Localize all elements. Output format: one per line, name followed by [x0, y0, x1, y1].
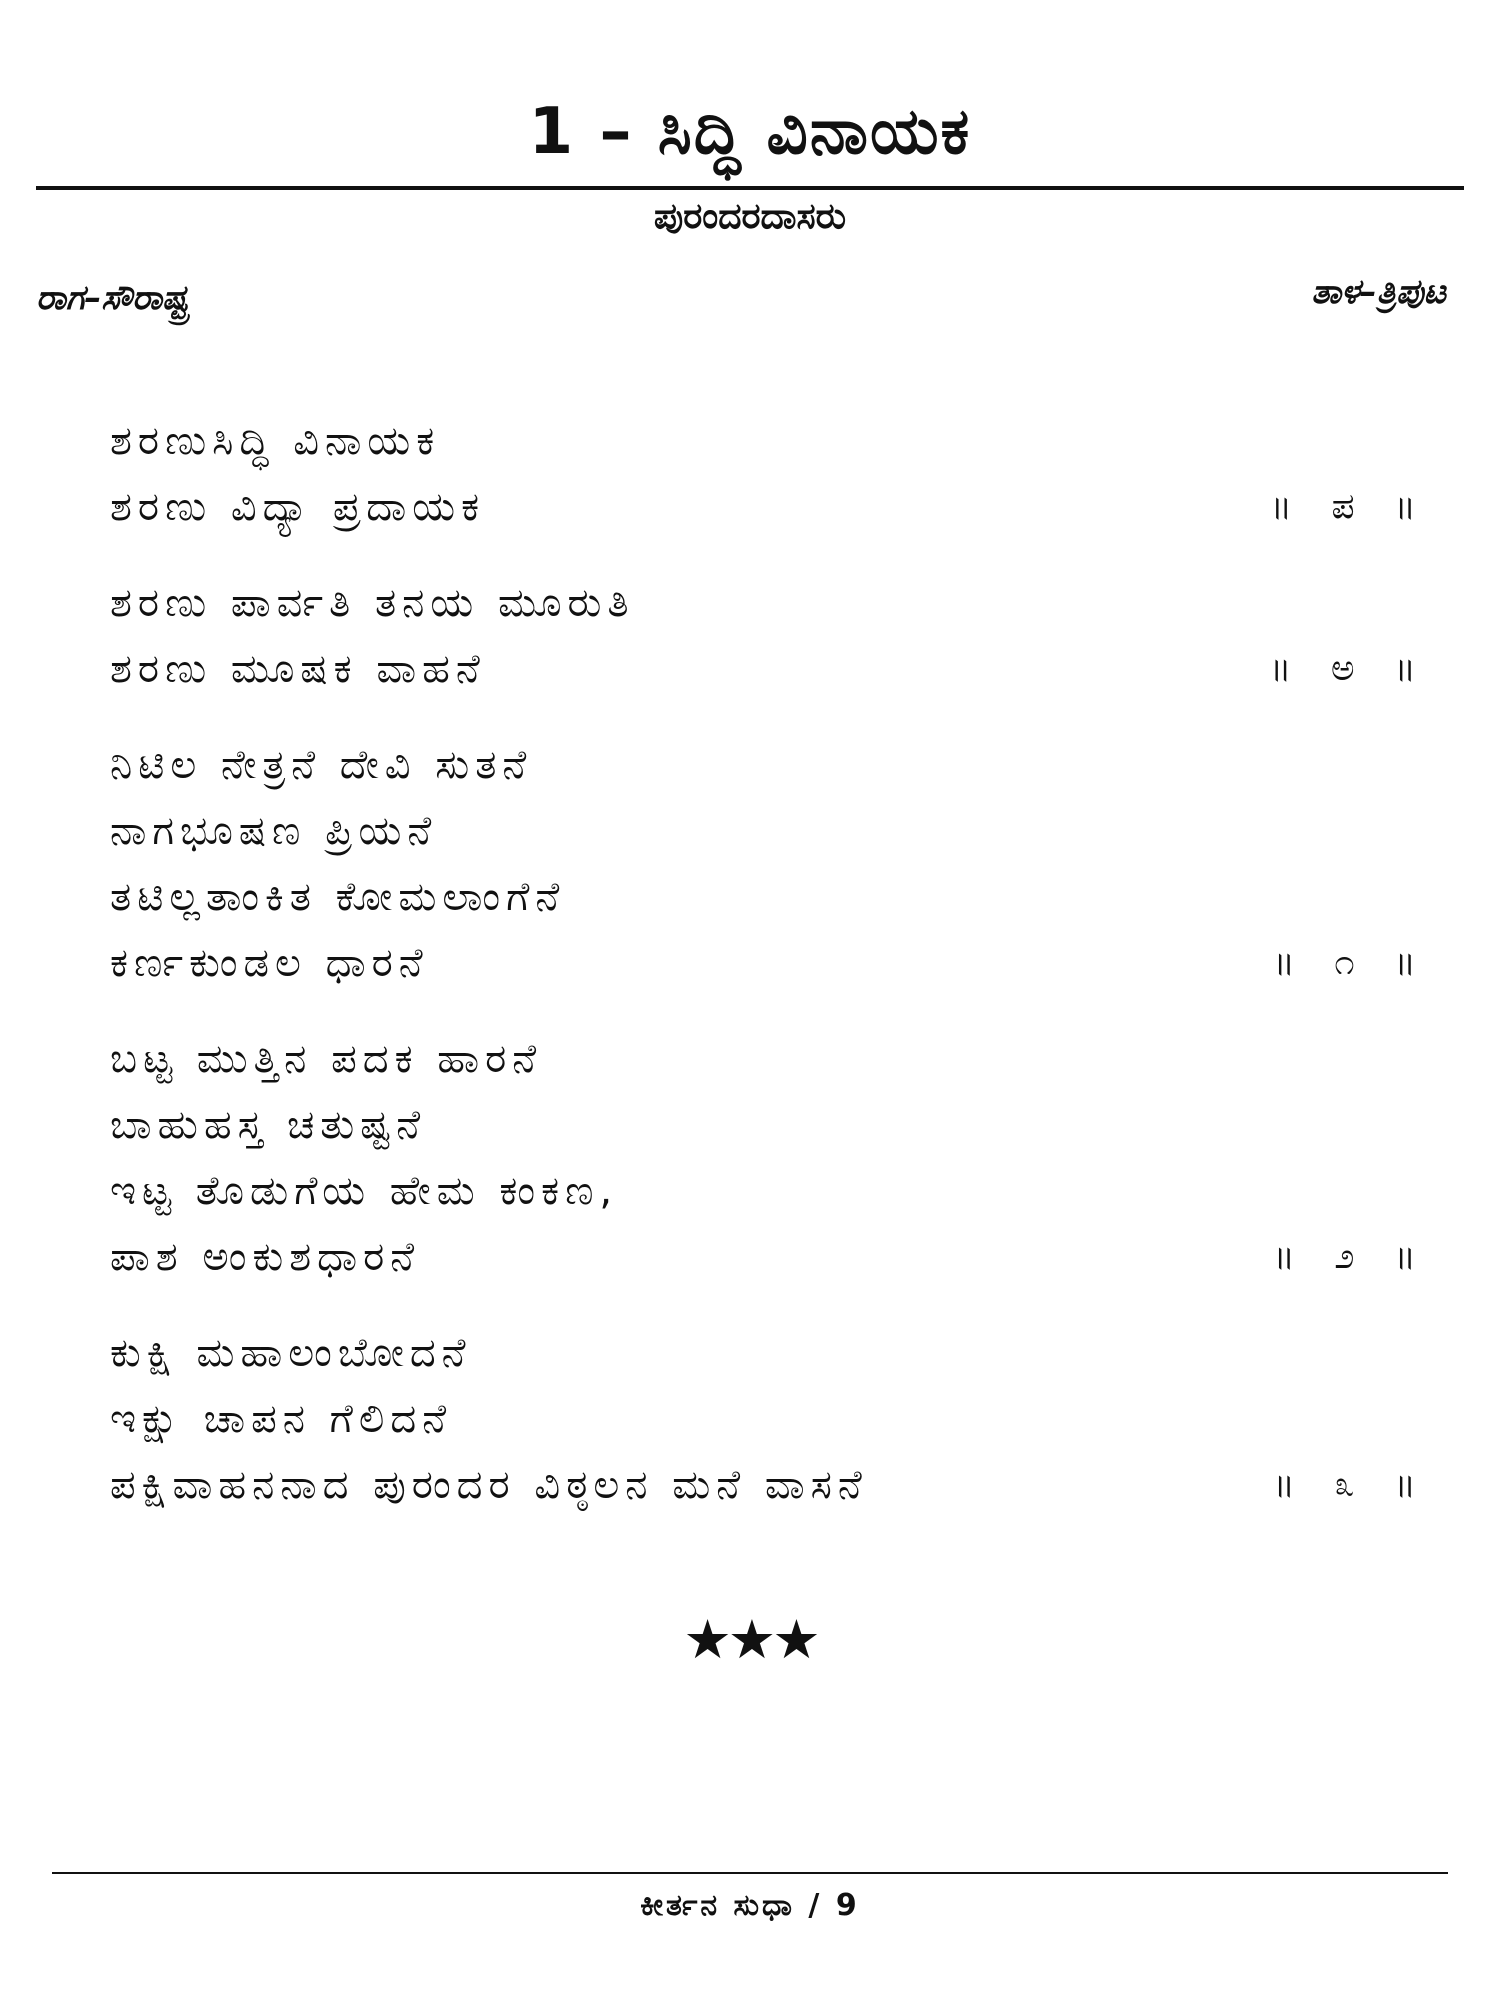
- verses-block: [110, 408, 1450, 1548]
- verse-line: ಶರಣು ಪಾರ್ವತಿ ತನಯ ಮೂರುತಿ: [110, 580, 635, 626]
- verse-line: ಇಟ್ಟ ತೊಡುಗೆಯ ಹೇಮ ಕಂಕಣ,: [110, 1168, 619, 1214]
- stanza-marker: ॥ ಅ ॥: [1269, 648, 1430, 689]
- stanza-pallavi: [110, 408, 1450, 540]
- verse-line: ಇಕ್ಷು ಚಾಪನ ಗೆಲಿದನೆ: [110, 1396, 453, 1442]
- verse-line: [110, 474, 1450, 540]
- verse-line: ನಾಗಭೂಷಣ ಪ್ರಿಯನೆ: [110, 808, 438, 854]
- title-divider: [36, 186, 1464, 190]
- verse-line: ಶರಣುಸಿದ್ಧಿ ವಿನಾಯಕ: [110, 418, 441, 464]
- stanza-marker: ॥ ೨ ॥: [1273, 1236, 1430, 1277]
- stanza-marker: ॥ ೩ ॥: [1273, 1464, 1430, 1505]
- verse-line-text: ಶರಣು ವಿದ್ಯಾ ಪ್ರದಾಯಕ: [110, 484, 486, 530]
- verse-line-text: ಶರಣು ಮೂಷಕ ವಾಹನೆ: [110, 646, 486, 692]
- verse-line-text: ಕರ್ಣಕುಂಡಲ ಧಾರನೆ: [110, 940, 429, 986]
- verse-line: ಬಟ್ಟ ಮುತ್ತಿನ ಪದಕ ಹಾರನೆ: [110, 1036, 543, 1082]
- stanza-charana-2: [110, 1026, 1450, 1290]
- stanza-anupallavi: [110, 570, 1450, 702]
- tala-label: ತಾಳ–ತ್ರಿಪುಟ: [1311, 272, 1446, 312]
- page-footer: ಕೀರ್ತನ ಸುಧಾ / 9: [640, 1888, 860, 1923]
- footer-divider: [52, 1872, 1448, 1874]
- verse-line: [110, 930, 1450, 996]
- verse-line-text: ಪಕ್ಷಿವಾಹನನಾದ ಪುರಂದರ ವಿಠ್ಠಲನ ಮನೆ ವಾಸನೆ: [110, 1462, 868, 1508]
- raga-label: ರಾಗ–ಸೌರಾಷ್ಟ್ರ: [36, 278, 189, 318]
- verse-line: ಬಾಹುಹಸ್ತ ಚತುಷ್ಟನೆ: [110, 1102, 427, 1148]
- verse-line: [110, 636, 1450, 702]
- verse-line: ನಿಟಿಲ ನೇತ್ರನೆ ದೇವಿ ಸುತನೆ: [110, 742, 533, 788]
- stanza-charana-1: [110, 732, 1450, 996]
- star-divider-icon: ★★★: [683, 1608, 817, 1671]
- composer-name: ಪುರಂದರದಾಸರು: [653, 196, 847, 237]
- song-title: 1 – ಸಿದ್ಧಿ ವಿನಾಯಕ: [528, 95, 972, 169]
- stanza-marker: ॥ ೧ ॥: [1273, 942, 1430, 983]
- verse-line: ತಟಿಲ್ಲತಾಂಕಿತ ಕೋಮಲಾಂಗೆನೆ: [110, 874, 566, 920]
- verse-line: ಕುಕ್ಷಿ ಮಹಾಲಂಬೋದನೆ: [110, 1330, 472, 1376]
- verse-line: [110, 1224, 1450, 1290]
- stanza-charana-3: [110, 1320, 1450, 1518]
- verse-line-text: ಪಾಶ ಅಂಕುಶಧಾರನೆ: [110, 1234, 421, 1280]
- verse-line: [110, 1452, 1450, 1518]
- stanza-marker: ॥ ಪ ॥: [1270, 486, 1430, 527]
